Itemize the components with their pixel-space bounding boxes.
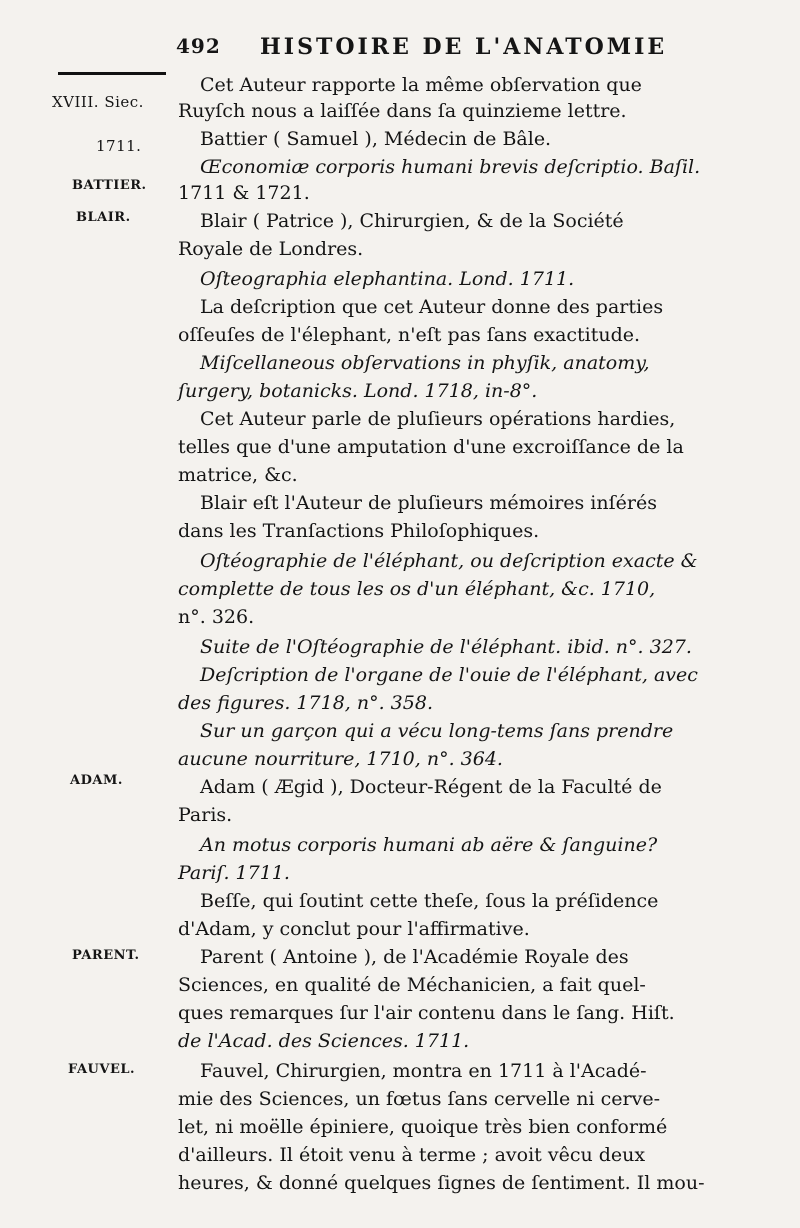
text-line: Fauvel, Chirurgien, montra en 1711 à l'Acadé-	[200, 1060, 647, 1082]
text-line: Ruyſch nous a laiſſée dans ſa quinzieme lettre.	[178, 100, 627, 122]
margin-adam: ADAM.	[70, 773, 123, 788]
text-line: Oſteographia elephantina. Lond. 1711.	[200, 268, 575, 290]
margin-fauvel: FAUVEL.	[68, 1062, 136, 1077]
text-line: Battier ( Samuel ), Médecin de Bâle.	[200, 128, 552, 150]
text-line: ques remarques ſur l'air contenu dans le ſang. Hiſt.	[178, 1002, 675, 1024]
text-line: n°. 326.	[178, 606, 255, 628]
text-line: La deſcription que cet Auteur donne des parties	[200, 296, 664, 318]
text-line: mie des Sciences, un fœtus ſans cervelle ni cerve-	[178, 1088, 660, 1110]
text-line: Cet Auteur rapporte la même obſervation que	[200, 74, 642, 96]
text-line: Pariſ. 1711.	[178, 862, 290, 884]
page-number: 492	[176, 34, 221, 58]
text-line: de l'Acad. des Sciences. 1711.	[178, 1030, 470, 1052]
margin-year: 1711.	[96, 137, 142, 155]
margin-battier: BATTIER.	[72, 178, 147, 193]
text-line: Blair ( Patrice ), Chirurgien, & de la Société	[200, 210, 624, 232]
text-line: Suite de l'Oſtéographie de l'éléphant. ibid. n°. 327.	[200, 636, 692, 658]
text-line: let, ni moëlle épiniere, quoique très bien conformé	[178, 1116, 668, 1138]
margin-blair: BLAIR.	[76, 210, 131, 225]
running-header	[176, 30, 776, 64]
text-line: Beſſe, qui ſoutint cette theſe, ſous la préſidence	[200, 890, 659, 912]
text-line: dans les Tranſactions Philoſophiques.	[178, 520, 540, 542]
text-line: Parent ( Antoine ), de l'Académie Royale des	[200, 946, 629, 968]
section-rule	[58, 72, 166, 75]
text-line: Œconomiæ corporis humani brevis deſcriptio. Baſil.	[200, 156, 701, 178]
running-title: HISTOIRE DE L'ANATOMIE	[260, 34, 668, 60]
margin-century: XVIII. Siec.	[52, 93, 144, 111]
text-line: Blair eſt l'Auteur de pluſieurs mémoires inſérés	[200, 492, 657, 514]
text-line: Cet Auteur parle de pluſieurs opérations hardies,	[200, 408, 676, 430]
text-line: d'Adam, y conclut pour l'affirmative.	[178, 918, 530, 940]
text-line: ſurgery, botanicks. Lond. 1718, in-8°.	[178, 380, 538, 402]
text-line: Deſcription de l'organe de l'ouie de l'éléphant, avec	[200, 664, 698, 686]
text-line: Sciences, en qualité de Méchanicien, a fait quel-	[178, 974, 646, 996]
text-line: aucune nourriture, 1710, n°. 364.	[178, 748, 503, 770]
text-line: telles que d'une amputation d'une excroiſſance de la	[178, 436, 684, 458]
text-line: complette de tous les os d'un éléphant, &c. 1710,	[178, 578, 656, 600]
text-line: matrice, &c.	[178, 464, 298, 486]
text-line: des figures. 1718, n°. 358.	[178, 692, 433, 714]
text-line: Sur un garçon qui a vécu long-tems ſans prendre	[200, 720, 674, 742]
text-line: Adam ( Ægid ), Docteur-Régent de la Faculté de	[200, 776, 662, 798]
margin-parent: PARENT.	[72, 948, 140, 963]
text-line: d'ailleurs. Il étoit venu à terme ; avoit vêcu deux	[178, 1144, 646, 1166]
text-line: Royale de Londres.	[178, 238, 364, 260]
text-line: heures, & donné quelques ſignes de ſentiment. Il mou-	[178, 1172, 705, 1194]
text-line: Miſcellaneous obſervations in phyſik, anatomy,	[200, 352, 650, 374]
text-line: 1711 & 1721.	[178, 182, 310, 204]
text-line: oſſeuſes de l'élephant, n'eſt pas ſans exactitude.	[178, 324, 641, 346]
text-line: An motus corporis humani ab aëre & ſanguine?	[200, 834, 658, 856]
text-line: Paris.	[178, 804, 233, 826]
text-line: Oſtéographie de l'éléphant, ou deſcription exacte &	[200, 550, 698, 572]
